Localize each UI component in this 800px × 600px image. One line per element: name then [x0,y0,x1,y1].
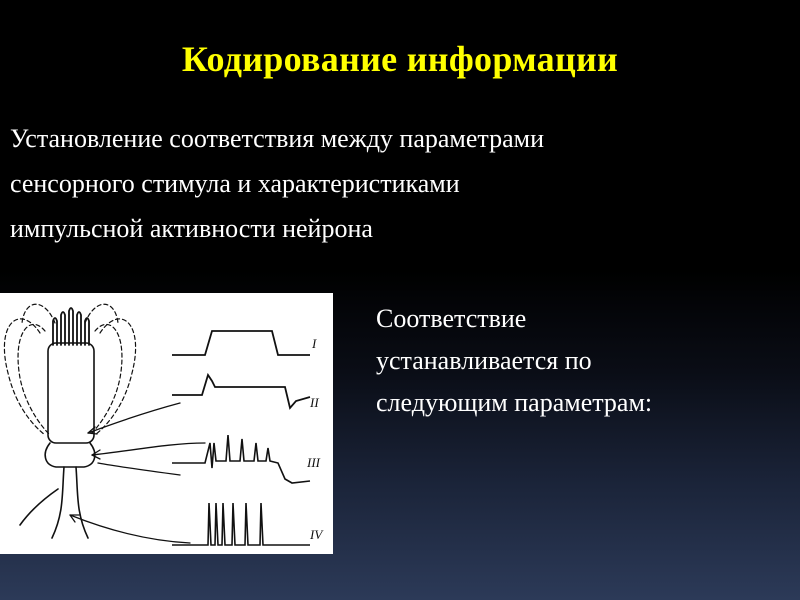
trace-label: II [310,395,319,410]
receptor-cell-body [48,343,94,443]
intro-line: импульсной активности нейрона [10,214,373,243]
trace-receptor-potential [172,375,310,408]
intro-text [10,116,790,251]
slide-title: Кодирование информации [181,39,619,79]
trace-label: III [307,455,320,470]
intro-line: сенсорного стимула и характеристиками [10,169,460,198]
correspondence-line: устанавливается по [376,346,592,375]
field-lines [4,304,135,435]
cilia [53,308,89,345]
trace-action-potentials [172,503,310,545]
trace-stimulus [172,331,310,355]
correspondence-line: следующим параметрам: [376,388,653,417]
trace-generator-potential [172,435,310,483]
nerve-fibre [52,467,88,538]
receptor-diagram [0,293,333,554]
trace-label: I [312,336,317,351]
intro-line: Установление соответствия между параметрами [10,124,544,153]
correspondence-text [376,298,786,424]
receptor-diagram-svg [0,293,333,554]
correspondence-line: Соответствие [376,304,527,333]
pointer-arrows [70,403,205,543]
trace-label: IV [310,527,323,542]
